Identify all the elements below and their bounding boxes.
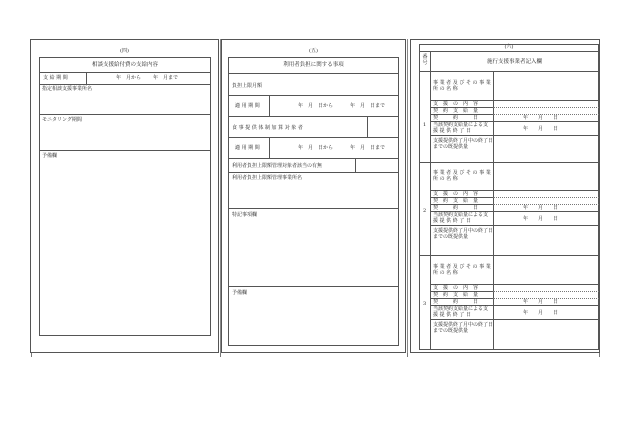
divider: [430, 319, 599, 320]
panel-four-heading: (四): [120, 48, 129, 54]
divider: [39, 84, 211, 85]
period-label: 支 給 期 間: [43, 75, 68, 81]
panel-six: [410, 39, 600, 353]
divider: [228, 137, 399, 138]
divider: [228, 116, 399, 117]
period2-from: 年 月 日から: [298, 145, 334, 151]
mgmt-label: 利用者負担上限額管理対象者該当の有無: [232, 163, 323, 169]
contract-amount-label: 契 約 支 給 量: [433, 292, 479, 298]
block-number: 3: [423, 301, 427, 307]
fold-line: [407, 39, 408, 353]
end-date-value: 年 月 日: [523, 126, 559, 132]
contract-date-value: 年 月 日: [523, 205, 559, 211]
divider: [228, 286, 399, 287]
period-label: 適 用 期 間: [235, 103, 260, 109]
contract-amount-label: 契 約 支 給 量: [433, 108, 479, 114]
panel-six-heading: (六): [504, 44, 514, 50]
office-label: 事 業 者 及 び そ の 事 業 所 の 名 称: [433, 80, 491, 93]
end-date-value: 年 月 日: [523, 310, 559, 316]
divider: [419, 71, 599, 72]
panel-five-title: 利用者負担に関する事項: [283, 62, 344, 68]
divider: [228, 208, 399, 209]
column-number-header: 番号: [422, 54, 428, 67]
panel-five: [221, 39, 406, 353]
mgmt-office-label: 利用者負担上限額管理事業所名: [232, 175, 303, 181]
used-amount-label: 支援提供終了月中の終了日までの既提供量: [433, 322, 494, 335]
food-label: 食 事 提 供 体 制 加 算 対 象 者: [232, 125, 303, 131]
divider: [419, 51, 599, 52]
divider: [39, 150, 211, 151]
contract-date-label: 契 約 日: [433, 115, 479, 121]
divider: [39, 72, 211, 73]
period-to: 年 月 日まで: [350, 103, 386, 109]
office-label: 事 業 者 及 び そ の 事 業 所 の 名 称: [433, 170, 491, 183]
divider: [228, 158, 399, 159]
divider: [228, 95, 399, 96]
content-label: 支 援 の 内 容: [433, 285, 479, 291]
divider: [228, 172, 399, 173]
dotted-divider: [493, 197, 599, 198]
content-label: 支 援 の 内 容: [433, 191, 479, 197]
panel-four-table: [39, 57, 211, 336]
divider: [269, 137, 270, 158]
divider: [86, 72, 87, 84]
crop-mark: [31, 353, 32, 357]
divider: [430, 135, 599, 136]
used-amount-label: 支援提供終了月中の終了日までの既提供量: [433, 138, 494, 151]
dotted-divider: [493, 291, 599, 292]
cap-label: 負担上限月額: [232, 83, 263, 89]
divider: [228, 73, 399, 74]
notes-label: 予備欄: [42, 153, 58, 159]
end-date-value: 年 月 日: [523, 216, 559, 222]
contract-date-value: 年 月 日: [523, 115, 559, 121]
block-number: 1: [423, 122, 427, 128]
period-from: 年 月 日から: [298, 103, 334, 109]
contract-date-value: 年 月 日: [523, 299, 559, 305]
period2-to: 年 月 日まで: [350, 145, 386, 151]
panel-five-heading: (五): [309, 48, 318, 54]
crop-mark: [599, 353, 600, 357]
period-from: 年 月から: [116, 75, 142, 81]
end-date-label: 当該契約支給量による支 援 提 供 終 了 日: [433, 212, 489, 225]
designated-office-label: 指定相談支援事業所名: [42, 86, 93, 92]
contract-amount-label: 契 約 支 給 量: [433, 198, 479, 204]
panel-six-title: 施行支援事業者記入欄: [486, 59, 542, 65]
divider: [419, 162, 599, 163]
end-date-label: 当該契約支給量による支 援 提 供 終 了 日: [433, 306, 489, 319]
divider: [269, 95, 270, 116]
panel-five-table: [228, 57, 399, 346]
special-label: 特記事項欄: [232, 212, 258, 218]
divider: [355, 158, 356, 172]
divider: [419, 255, 599, 256]
divider: [430, 225, 599, 226]
office-label: 事 業 者 及 び そ の 事 業 所 の 名 称: [433, 264, 491, 277]
end-date-label: 当該契約支給量による支 援 提 供 終 了 日: [433, 122, 489, 135]
used-amount-label: 支援提供終了月中の終了日までの既提供量: [433, 228, 494, 241]
panel-four: [30, 39, 219, 353]
period2-label: 適 用 期 間: [235, 145, 260, 151]
monitoring-label: モニタリング期間: [42, 117, 82, 123]
divider: [39, 114, 211, 115]
contract-date-label: 契 約 日: [433, 299, 479, 305]
contract-date-label: 契 約 日: [433, 205, 479, 211]
divider: [367, 116, 368, 137]
dotted-divider: [493, 107, 599, 108]
crop-mark: [220, 353, 221, 357]
crop-mark: [407, 353, 408, 357]
period-to: 年 月まで: [153, 75, 179, 81]
panel-four-title: 相談支援給付費の支給内容: [91, 62, 158, 68]
notes-label: 予備欄: [232, 290, 248, 296]
block-number: 2: [423, 208, 427, 214]
content-label: 支 援 の 内 容: [433, 101, 479, 107]
